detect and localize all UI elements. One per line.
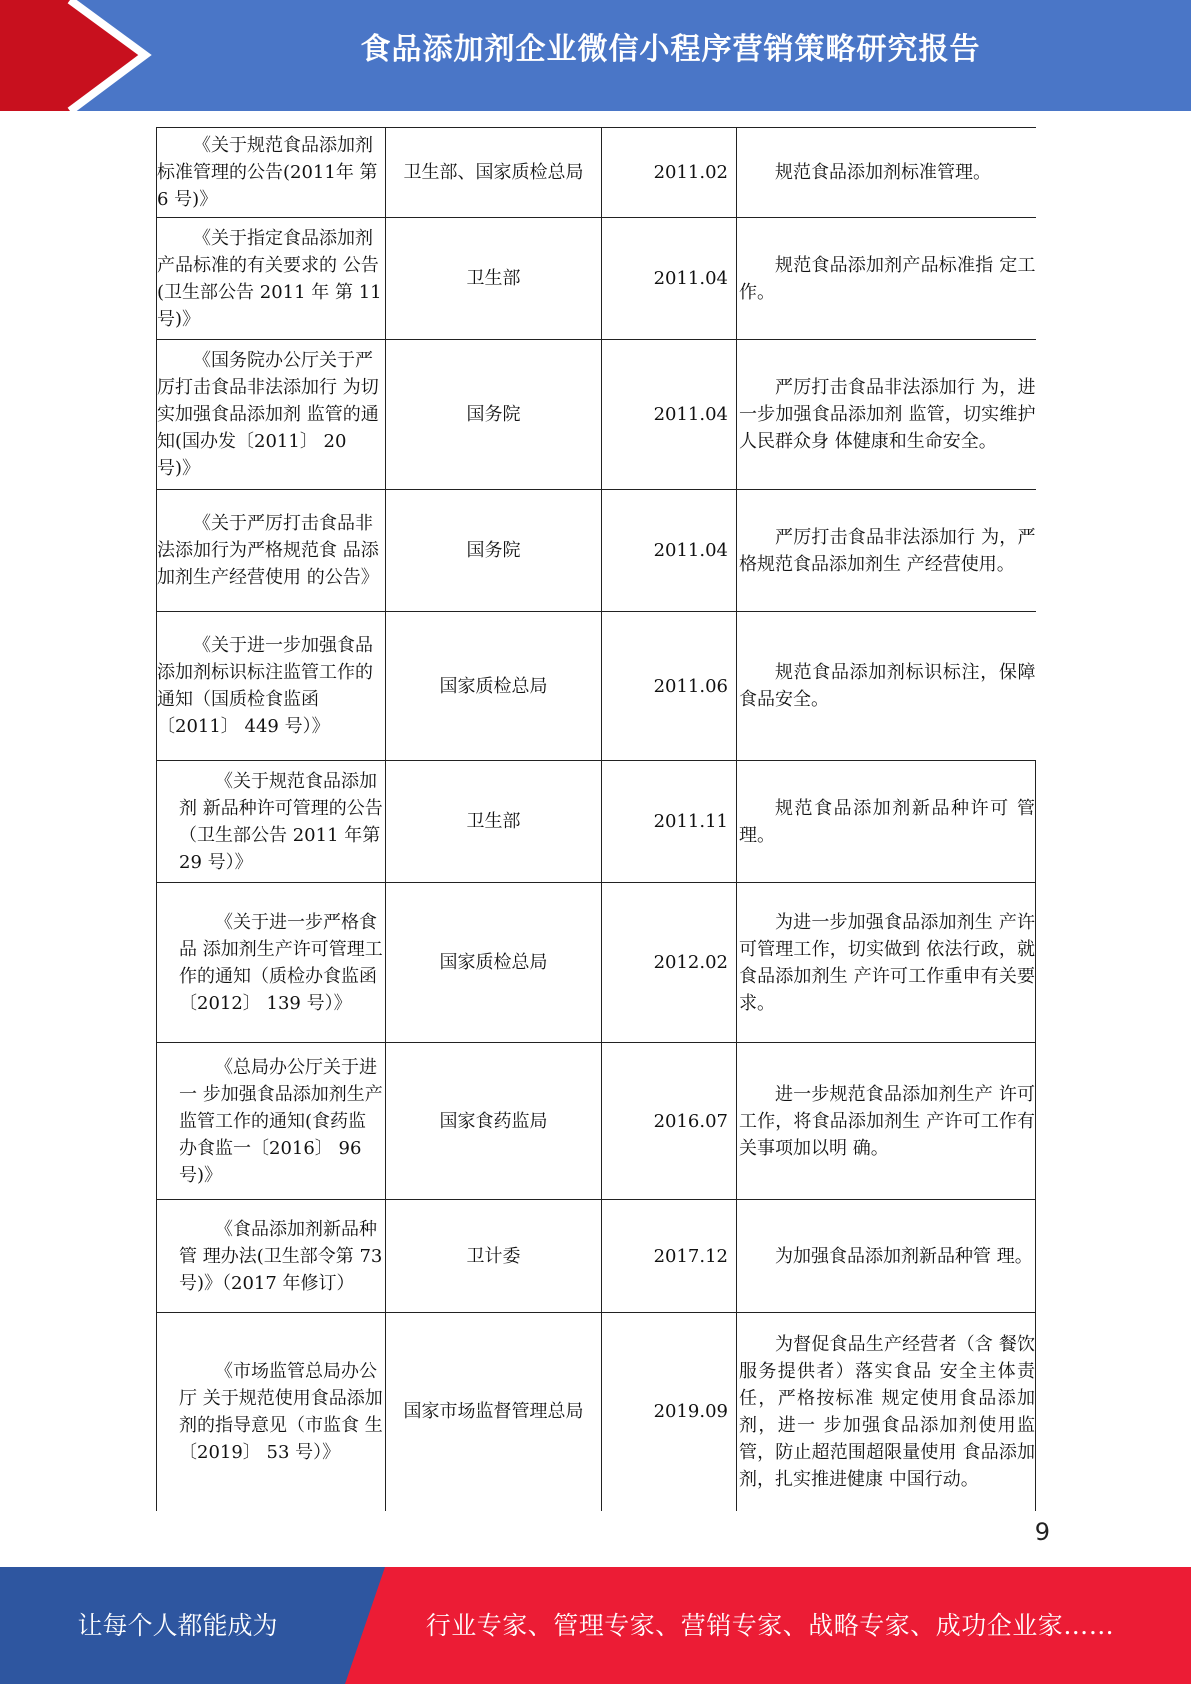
- issuer-cell: 国家质检总局: [386, 612, 602, 761]
- date-cell: 2017.12: [602, 1200, 737, 1313]
- regulation-name: 《关于严厉打击食品非 法添加行为严格规范食 品添加剂生产经营使用 的公告》: [157, 513, 379, 588]
- regulation-name-cell: [157, 1043, 386, 1200]
- regulation-name-cell: [157, 128, 386, 218]
- table-row: [157, 1200, 1036, 1313]
- footer-slogan-right: 行业专家、管理专家、营销专家、战略专家、成功企业家……: [425, 1611, 1115, 1640]
- table-row: [157, 761, 1036, 883]
- date-cell: 2016.07: [602, 1043, 737, 1200]
- page-header: [0, 0, 1191, 111]
- issuer-cell: 国家质检总局: [386, 883, 602, 1043]
- description-cell: 规范食品添加剂产品标准指 定工作。: [737, 218, 1036, 340]
- regulation-name: 《食品添加剂新品种管 理办法(卫生部令第 73 号)》（2017 年修订）: [179, 1218, 383, 1294]
- regulation-name: 《国务院办公厅关于严 厉打击食品非法添加行 为切实加强食品添加剂 监管的通知(国办发〔2011〕 20 号)》: [157, 350, 379, 479]
- table-row: [157, 340, 1036, 490]
- header-arrow-decoration: [0, 0, 160, 111]
- description-cell: 为加强食品添加剂新品种管 理。: [737, 1200, 1036, 1313]
- regulation-table-wrap: [156, 127, 1036, 1511]
- description-cell: 规范食品添加剂标准管理。: [737, 128, 1036, 218]
- table-row: [157, 490, 1036, 612]
- issuer-cell: 国务院: [386, 340, 602, 490]
- table-row: [157, 218, 1036, 340]
- regulation-name: 《关于规范食品添加剂 标准管理的公告(2011年 第 6 号)》: [157, 135, 378, 210]
- date-cell: 2011.11: [602, 761, 737, 883]
- issuer-cell: 国家食药监局: [386, 1043, 602, 1200]
- description-cell: 为进一步加强食品添加剂生 产许可管理工作，切实做到 依法行政，就食品添加剂生 产许可工作重申有关要求。: [737, 883, 1036, 1043]
- issuer-cell: 卫生部: [386, 218, 602, 340]
- table-row: [157, 1313, 1036, 1511]
- table-row: [157, 128, 1036, 218]
- regulation-name: 《关于规范食品添加剂 新品种许可管理的公告（卫生部公告 2011 年第 29 号）》: [179, 770, 383, 873]
- regulation-name: 《总局办公厅关于进一 步加强食品添加剂生产 监管工作的通知(食药监 办食监一〔2016〕 96 号)》: [179, 1056, 383, 1186]
- table-row: [157, 1043, 1036, 1200]
- regulation-name-cell: [157, 1200, 386, 1313]
- report-title: 食品添加剂企业微信小程序营销策略研究报告: [360, 32, 981, 67]
- page-number: 9: [1034, 1518, 1050, 1546]
- description-cell: 规范食品添加剂新品种许可 管理。: [737, 761, 1036, 883]
- description-cell: 严厉打击食品非法添加行 为，严格规范食品添加剂生 产经营使用。: [737, 490, 1036, 612]
- date-cell: 2011.04: [602, 490, 737, 612]
- issuer-cell: 卫计委: [386, 1200, 602, 1313]
- date-cell: 2011.06: [602, 612, 737, 761]
- regulation-name-cell: [157, 340, 386, 490]
- regulation-name-cell: [157, 761, 386, 883]
- regulation-name-cell: [157, 218, 386, 340]
- issuer-cell: 国家市场监督管理总局: [386, 1313, 602, 1511]
- footer-slogan-left: 让每个人都能成为: [77, 1611, 278, 1640]
- regulation-name-cell: [157, 490, 386, 612]
- regulation-table: [156, 127, 1036, 1511]
- table-row: [157, 612, 1036, 761]
- date-cell: 2011.02: [602, 128, 737, 218]
- issuer-cell: 卫生部: [386, 761, 602, 883]
- description-cell: 进一步规范食品添加剂生产 许可工作，将食品添加剂生 产许可工作有关事项加以明 确。: [737, 1043, 1036, 1200]
- regulation-name: 《关于指定食品添加剂 产品标准的有关要求的 公告(卫生部公告 2011 年 第 11 号)》: [157, 227, 382, 330]
- page-footer: [0, 1567, 1191, 1684]
- regulation-name: 《关于进一步加强食品 添加剂标识标注监管工作的通知（国质检食监函〔2011〕 449 号）》: [157, 635, 373, 737]
- date-cell: 2019.09: [602, 1313, 737, 1511]
- issuer-cell: 卫生部、国家质检总局: [386, 128, 602, 218]
- date-cell: 2011.04: [602, 218, 737, 340]
- description-cell: 规范食品添加剂标识标注，保障食品安全。: [737, 612, 1036, 761]
- date-cell: 2011.04: [602, 340, 737, 490]
- date-cell: 2012.02: [602, 883, 737, 1043]
- issuer-cell: 国务院: [386, 490, 602, 612]
- table-row: [157, 883, 1036, 1043]
- regulation-name-cell: [157, 612, 386, 761]
- regulation-name-cell: [157, 1313, 386, 1511]
- regulation-name-cell: [157, 883, 386, 1043]
- description-cell: 严厉打击食品非法添加行 为，进一步加强食品添加剂 监管，切实维护人民群众身 体健康和生命安全。: [737, 340, 1036, 490]
- regulation-name: 《市场监管总局办公厅 关于规范使用食品添加 剂的指导意见（市监食 生〔2019〕 53 号）》: [179, 1360, 383, 1463]
- regulation-name: 《关于进一步严格食品 添加剂生产许可管理工 作的通知（质检办食监函〔2012〕 139 号）》: [179, 911, 383, 1014]
- description-cell: 为督促食品生产经营者（含 餐饮服务提供者）落实食品 安全主体责任，严格按标准 规定使用食品添加剂，进一 步加强食品添加剂使用监 管，防止超范围超限量使用 食品添加剂，扎实推进健康 中国行动。: [737, 1313, 1036, 1511]
